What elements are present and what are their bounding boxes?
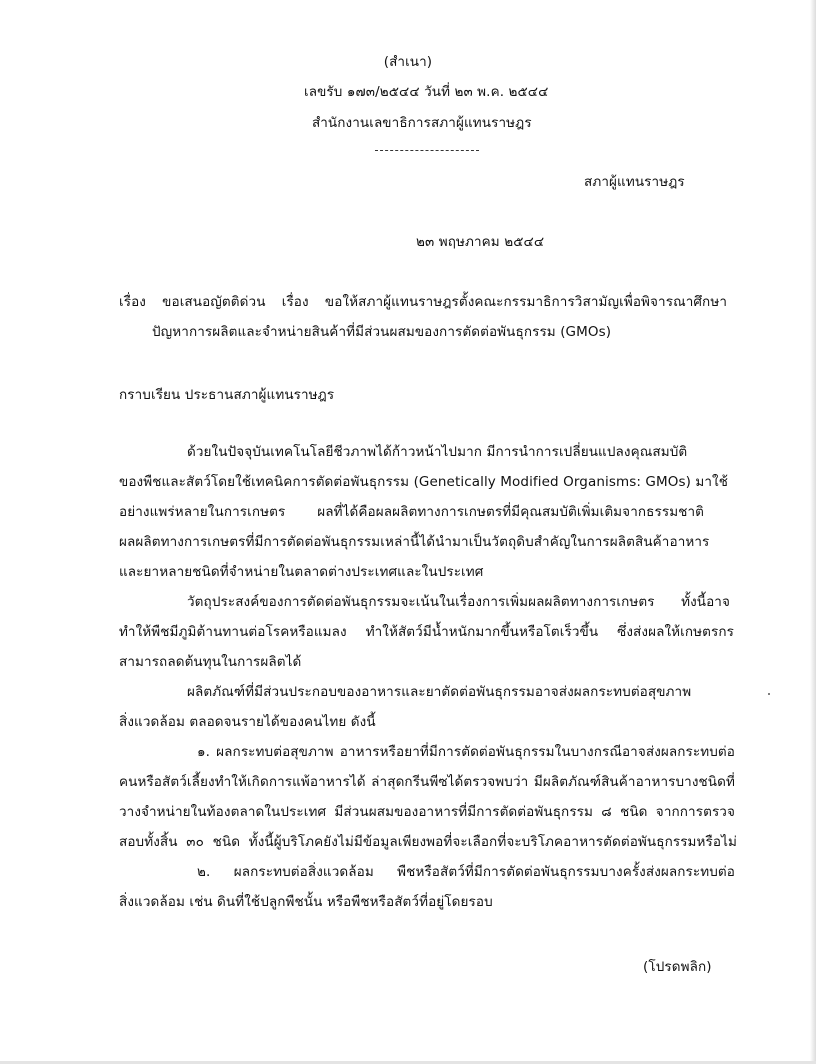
paragraph-1-line-3: อย่างแพร่หลายในการเกษตร ผลที่ได้คือผลผลิตทางการเกษตรที่มีคุณสมบัติเพิ่มเติมจากธรรมชาติ bbox=[119, 504, 704, 520]
paragraph-1-line-2: ของพืชและสัตว์โดยใช้เทคนิคการตัดต่อพันธุกรรม (Genetically Modified Organisms: GMOs) มาใช้ bbox=[119, 474, 728, 490]
subject-line-2: ปัญหาการผลิตและจำหน่ายสินค้าที่มีส่วนผสมของการตัดต่อพันธุกรรม (GMOs) bbox=[152, 324, 612, 340]
paragraph-3-line-2: สิ่งแวดล้อม ตลอดจนรายได้ของคนไทย ดังนี้ bbox=[119, 714, 376, 730]
document-date: ๒๓ พฤษภาคม ๒๕๔๔ bbox=[416, 234, 545, 250]
paragraph-1-line-4: ผลผลิตทางการเกษตรที่มีการตัดต่อพันธุกรรมเหล่านี้ได้นำมาเป็นวัตถุดิบสำคัญในการผลิตสินค้าอาหาร bbox=[119, 534, 710, 550]
scan-edge-right bbox=[810, 0, 816, 1064]
item-1-line-1: ๑. ผลกระทบต่อสุขภาพ อาหารหรือยาที่มีการตัดต่อพันธุกรรมในบางกรณีอาจส่งผลกระทบต่อ bbox=[197, 744, 735, 760]
paragraph-3-line-1: ผลิตภัณฑ์ที่มีส่วนประกอบของอาหารและยาตัดต่อพันธุกรรมอาจส่งผลกระทบต่อสุขภาพ bbox=[187, 684, 692, 700]
sender-name: สภาผู้แทนราษฎร bbox=[584, 174, 685, 190]
copy-mark: (สำเนา) bbox=[383, 54, 433, 70]
receipt-number: เลขรับ ๑๗๓/๒๕๔๔ วันที่ ๒๓ พ.ค. ๒๕๔๔ bbox=[304, 84, 549, 100]
item-1-line-2: คนหรือสัตว์เลี้ยงทำให้เกิดการแพ้อาหารได้ ล่าสุดกรีนพีซได้ตรวจพบว่า มีผลิตภัณฑ์สินค้าอาหารบางชนิดที่ bbox=[119, 774, 735, 790]
scan-speck bbox=[768, 693, 770, 695]
receiving-office: สำนักงานเลขาธิการสภาผู้แทนราษฎร bbox=[312, 115, 532, 131]
paragraph-2-line-2: ทำให้พืชมีภูมิต้านทานต่อโรคหรือแมลง ทำให้สัตว์มีน้ำหนักมากขึ้นหรือโตเร็วขึ้น ซึ่งส่งผลให้เกษตรกร bbox=[119, 624, 734, 640]
paragraph-2-line-3: สามารถลดต้นทุนในการผลิตได้ bbox=[119, 654, 302, 670]
salutation: กราบเรียน ประธานสภาผู้แทนราษฎร bbox=[119, 387, 335, 403]
item-1-line-3: วางจำหน่ายในท้องตลาดในประเทศ มีส่วนผสมของอาหารที่มีการตัดต่อพันธุกรรม ๘ ชนิด จากการตรวจ bbox=[119, 804, 735, 820]
item-1-line-4: สอบทั้งสิ้น ๓๐ ชนิด ทั้งนี้ผู้บริโภคยังไม่มีข้อมูลเพียงพอที่จะเลือกที่จะบริโภคอาหารตัดต่อพันธุกรรมหรือไม่ bbox=[119, 834, 737, 850]
item-2-line-2: สิ่งแวดล้อม เช่น ดินที่ใช้ปลูกพืชนั้น หรือพืชหรือสัตว์ที่อยู่โดยรอบ bbox=[119, 894, 493, 910]
paragraph-1-line-5: และยาหลายชนิดที่จำหน่ายในตลาดต่างประเทศและในประเทศ bbox=[119, 564, 484, 580]
paragraph-1-line-1: ด้วยในปัจจุบันเทคโนโลยีชีวภาพได้ก้าวหน้าไปมาก มีการนำการเปลี่ยนแปลงคุณสมบัติ bbox=[187, 444, 688, 460]
item-2-line-1: ๒. ผลกระทบต่อสิ่งแวดล้อม พืชหรือสัตว์ที่มีการตัดต่อพันธุกรรมบางครั้งส่งผลกระทบต่อ bbox=[197, 864, 735, 880]
turn-over-note: (โปรดพลิก) bbox=[643, 959, 712, 975]
subject-line-1: เรื่อง ขอเสนอญัตติด่วน เรื่อง ขอให้สภาผู้แทนราษฎรตั้งคณะกรรมาธิการวิสามัญเพื่อพิจารณาศึกษา bbox=[119, 294, 727, 310]
separator-line bbox=[375, 150, 479, 151]
paragraph-2-line-1: วัตถุประสงค์ของการตัดต่อพันธุกรรมจะเน้นในเรื่องการเพิ่มผลผลิตทางการเกษตร ทั้งนี้อาจ bbox=[187, 594, 730, 610]
